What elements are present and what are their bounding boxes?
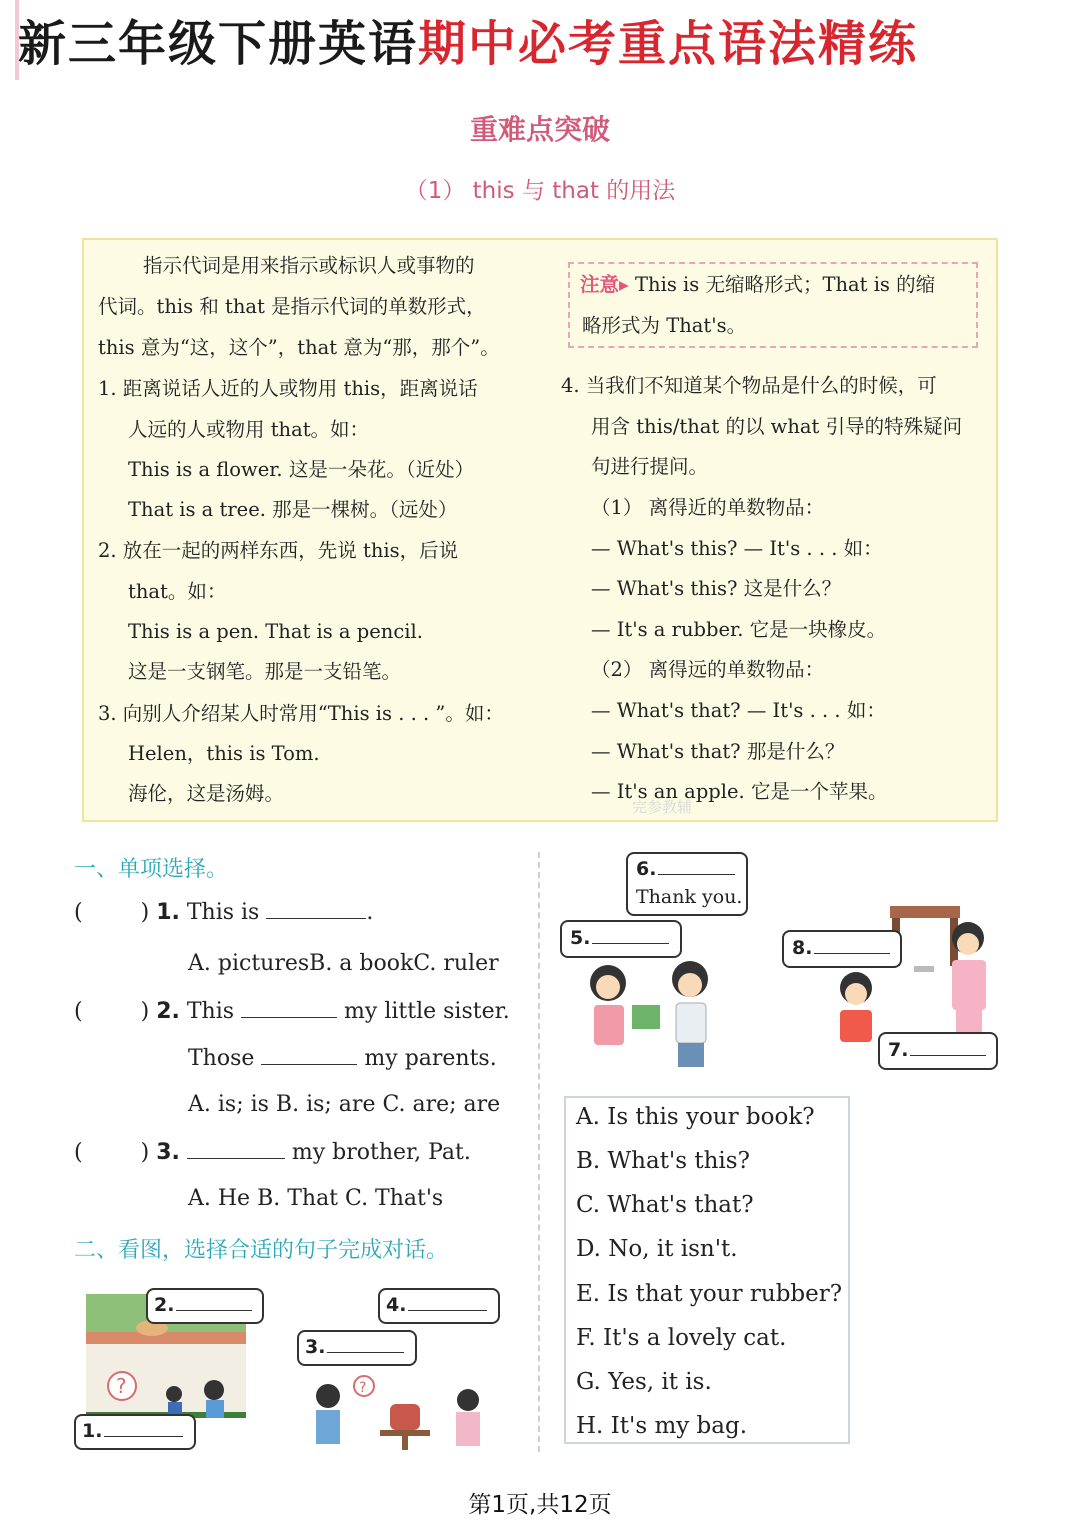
dialog-bubble-6[interactable] (626, 852, 748, 916)
dialog-bubble-1[interactable] (74, 1414, 196, 1450)
watermark: 完参教辅 (632, 798, 693, 816)
question-number: 2. (156, 999, 180, 1024)
note-line-2: 略形式为 That's。 (582, 314, 747, 337)
bubble-blank[interactable] (592, 927, 669, 944)
title-part-black: 新三年级下册英语 (18, 16, 419, 72)
dialog-bubble-2[interactable] (146, 1288, 264, 1324)
question-1-options: A. picturesB. a bookC. ruler (188, 951, 499, 976)
question-1 (74, 898, 373, 927)
bubble-blank[interactable] (104, 1420, 182, 1437)
note-label: 注意 (580, 273, 620, 296)
note-line (580, 273, 935, 297)
bubble-number: 2. (154, 1294, 175, 1316)
dialog-bubble-3[interactable] (297, 1330, 417, 1366)
answer-paren-open: ( (74, 999, 83, 1024)
option-e: E. Is that your rubber? (576, 1281, 843, 1307)
scene-book-illustration (580, 955, 730, 1073)
section-subheading: （1） this 与 that 的用法 (404, 178, 676, 204)
question-number: 1. (156, 900, 180, 925)
bubble-number: 6. (636, 858, 657, 880)
grammar-left-line: this 意为“这，这个”，that 意为“那，那个”。 (98, 336, 500, 359)
bubble-number: 7. (888, 1039, 909, 1061)
question-number: 3. (156, 1140, 180, 1165)
grammar-left-line: 2. 放在一起的两样东西，先说 this，后说 (98, 539, 459, 562)
grammar-left-line: 1. 距离说话人近的人或物用 this，距离说话 (98, 377, 478, 400)
fill-blank[interactable] (241, 997, 337, 1018)
option-f: F. It's a lovely cat. (576, 1325, 787, 1351)
grammar-left-line: 人远的人或物用 that。如： (128, 418, 370, 441)
question-stem-end: my little sister. (344, 999, 510, 1024)
answer-paren-close: ) (140, 999, 150, 1024)
answer-paren-close: ) (140, 900, 150, 925)
grammar-left-line: 代词。this 和 that 是指示代词的单数形式， (98, 295, 486, 318)
grammar-right-line: — What's this? 这是什么？ (591, 577, 842, 600)
bubble-number: 5. (570, 927, 591, 949)
option-a: A. Is this your book? (576, 1104, 815, 1130)
option-h: H. It's my bag. (576, 1413, 748, 1439)
section-heading: 重难点突破 (469, 113, 610, 146)
grammar-left-line: that。如： (128, 580, 227, 603)
grammar-left-line: Helen，this is Tom. (128, 742, 320, 765)
option-g: G. Yes, it is. (576, 1369, 712, 1395)
bubble-blank[interactable] (814, 937, 890, 954)
bubble-blank[interactable] (176, 1294, 252, 1311)
part1-heading: 一、单项选择。 (74, 857, 229, 882)
svg-text:?: ? (116, 1374, 127, 1398)
dialog-bubble-8[interactable] (782, 930, 902, 968)
grammar-left-line: 海伦，这是汤姆。 (128, 782, 285, 805)
bubble-number: 8. (792, 937, 813, 959)
note-text: This is 无缩略形式；That is 的缩 (635, 273, 936, 296)
question-2-options: A. is; is B. is; are C. are; are (188, 1092, 501, 1117)
question-stem: This (186, 999, 235, 1024)
question-stem-end: my brother, Pat. (291, 1140, 471, 1165)
title-part-red: 期中必考重点语法精练 (418, 16, 919, 72)
grammar-right-line: — What's that? 那是什么？ (591, 740, 845, 763)
question-stem-end: . (366, 900, 374, 925)
question-stem: This is (186, 900, 260, 925)
grammar-left-line: This is a flower. 这是一朵花。（近处） (128, 458, 475, 481)
scene-bag-illustration (300, 1370, 490, 1452)
grammar-left-line: This is a pen. That is a pencil. (128, 620, 423, 643)
answer-paren-close: ) (140, 1140, 150, 1165)
grammar-right-line: — It's a rubber. 它是一块橡皮。 (591, 618, 887, 641)
grammar-left-line: 3. 向别人介绍某人时常用“This is . . . ”。如： (98, 702, 504, 725)
bubble-blank[interactable] (910, 1039, 986, 1056)
grammar-right-line: （2） 离得远的单数物品： (591, 658, 825, 681)
dialog-bubble-5[interactable] (560, 920, 682, 958)
answer-paren-open: ( (74, 1140, 83, 1165)
grammar-right-line: — What's this? — It's . . . 如： (591, 537, 883, 560)
bubble-blank[interactable] (408, 1294, 486, 1311)
bubble-number: 3. (305, 1336, 326, 1358)
fill-blank[interactable] (261, 1044, 357, 1065)
grammar-right-line: 4. 当我们不知道某个物品是什么的时候，可 (561, 374, 937, 397)
grammar-right-line: （1） 离得近的单数物品： (591, 496, 825, 519)
svg-text:?: ? (359, 1380, 367, 1396)
column-divider (538, 852, 540, 1452)
option-c: C. What's that? (576, 1192, 754, 1218)
bubble-number: 1. (82, 1420, 103, 1442)
question-2 (74, 997, 510, 1026)
option-d: D. No, it isn't. (576, 1236, 738, 1262)
option-b: B. What's this? (576, 1148, 750, 1174)
fill-blank[interactable] (187, 1138, 285, 1159)
bubble-number: 4. (386, 1294, 407, 1316)
question-3 (74, 1138, 471, 1167)
part2-heading: 二、看图，选择合适的句子完成对话。 (74, 1238, 449, 1263)
question-3-options: A. He B. That C. That's (188, 1186, 444, 1211)
page-footer: 第1页,共12页 (468, 1492, 612, 1518)
fill-blank[interactable] (266, 898, 366, 919)
page-title (18, 8, 1062, 80)
grammar-right-line: 用含 this/that 的以 what 引导的特殊疑问 (591, 415, 963, 438)
grammar-right-line: — It's an apple. 它是一个苹果。 (591, 780, 888, 803)
question-stem-end: my parents. (364, 1046, 497, 1071)
grammar-right-line: 句进行提问。 (591, 455, 709, 478)
question-2-line2 (188, 1044, 497, 1073)
answer-paren-open: ( (74, 900, 83, 925)
grammar-left-line: 这是一支钢笔。那是一支铅笔。 (128, 660, 402, 683)
grammar-left-line: That is a tree. 那是一棵树。（远处） (128, 498, 458, 521)
bubble-blank[interactable] (658, 858, 735, 875)
dialog-bubble-4[interactable] (378, 1288, 500, 1324)
bubble-blank[interactable] (327, 1336, 404, 1353)
grammar-right-line: — What's that? — It's . . . 如： (591, 699, 886, 722)
note-arrow-icon: ▸ (619, 273, 629, 296)
bubble-text: Thank you. (636, 886, 743, 908)
dialog-bubble-7[interactable] (878, 1032, 998, 1070)
question-stem: Those (188, 1046, 255, 1071)
grammar-left-line: 指示代词是用来指示或标识人或事物的 (143, 254, 475, 277)
